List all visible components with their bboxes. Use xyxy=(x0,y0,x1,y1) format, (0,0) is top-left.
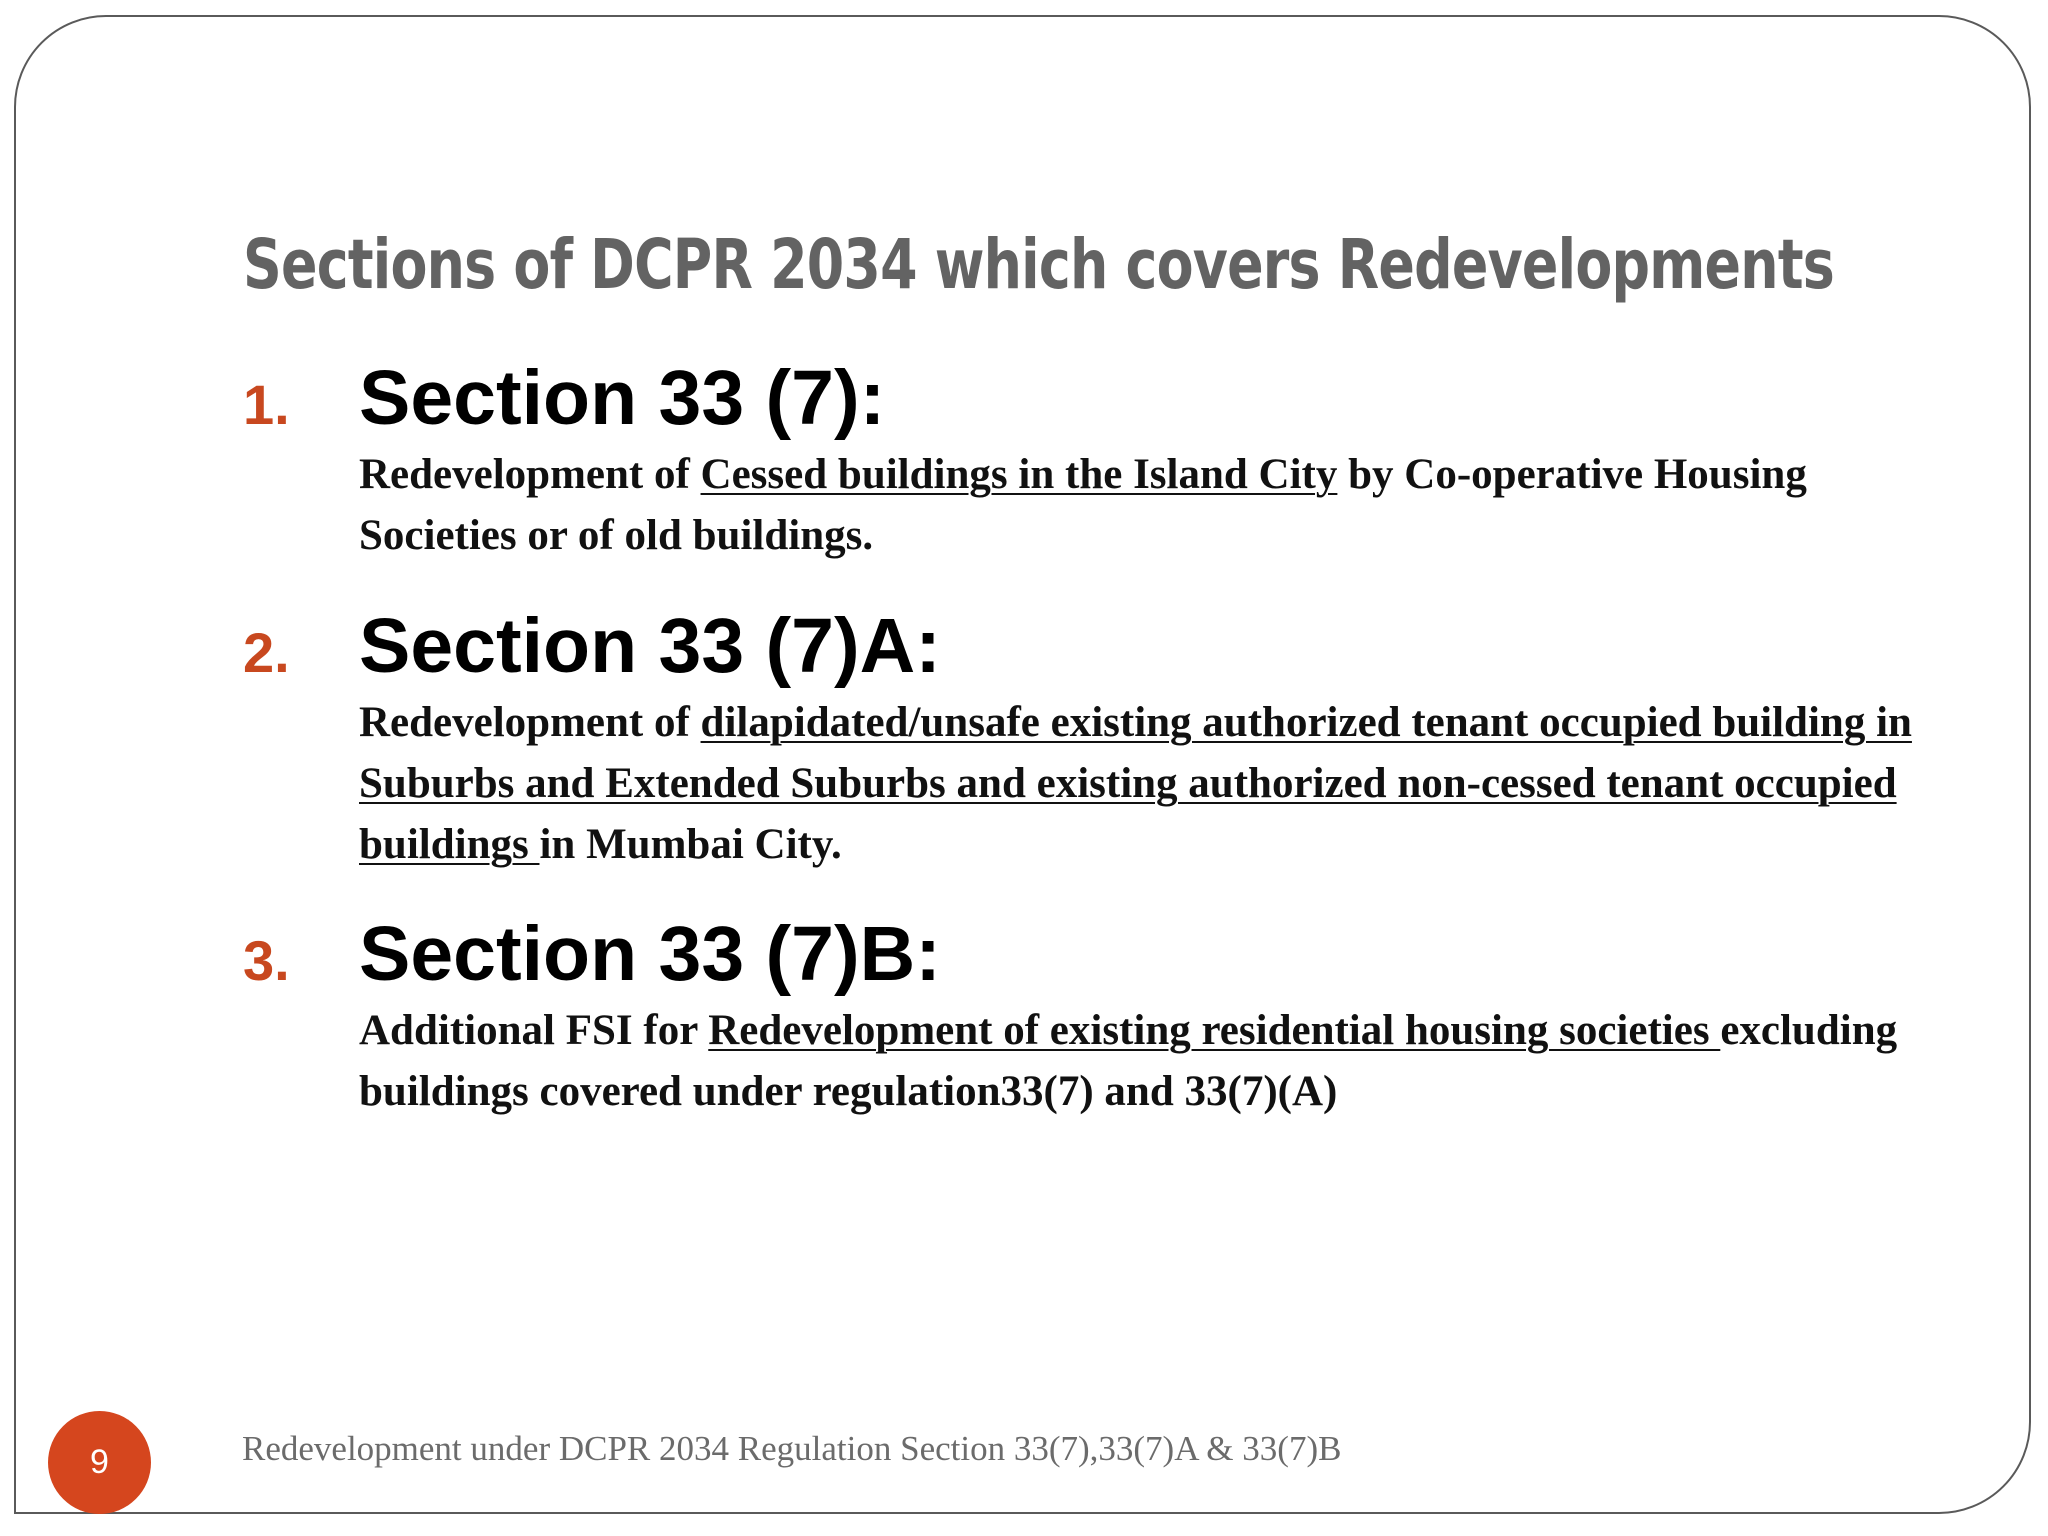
section-item-33-7 xyxy=(243,354,1943,566)
section-item-33-7b xyxy=(243,910,1943,1122)
slide-frame xyxy=(14,15,2031,1514)
section-description xyxy=(359,444,1919,566)
desc-text: in Mumbai City. xyxy=(539,821,842,868)
section-heading: Section 33 (7): xyxy=(359,355,886,441)
desc-underlined-text: Redevelopment of existing residential housing societies xyxy=(708,1007,1721,1054)
desc-text: Redevelopment of xyxy=(359,699,701,746)
section-header xyxy=(243,910,1943,1000)
section-heading: Section 33 (7)A: xyxy=(359,603,941,689)
section-number: 1. xyxy=(243,373,290,436)
section-description xyxy=(359,1000,1919,1122)
section-header xyxy=(243,602,1943,692)
desc-text: by Co-operative Housing Societies or of old buildings. xyxy=(359,451,1807,559)
section-description xyxy=(359,692,1919,875)
page-number-badge: 9 xyxy=(48,1411,151,1514)
desc-underlined-text: Cessed buildings in the Island City xyxy=(700,451,1338,498)
slide-title: Sections of DCPR 2034 which covers Redevelopments xyxy=(243,225,1835,305)
desc-text: excluding buildings covered under regulation33(7) and 33(7)(A) xyxy=(359,1007,1898,1115)
section-number: 2. xyxy=(243,621,290,684)
section-heading: Section 33 (7)B: xyxy=(359,911,941,997)
desc-text: Redevelopment of xyxy=(359,451,701,498)
desc-underlined-text: dilapidated/unsafe existing authorized tenant occupied building in Suburbs and Extended Suburbs and existing authorized non-cessed tenant occupied buildings xyxy=(359,699,1912,868)
desc-text: Additional FSI for xyxy=(359,1007,709,1054)
section-header xyxy=(243,354,1943,444)
section-item-33-7a xyxy=(243,602,1943,875)
section-number: 3. xyxy=(243,929,290,992)
slide-footer: Redevelopment under DCPR 2034 Regulation Section 33(7),33(7)A & 33(7)B xyxy=(242,1429,1342,1468)
